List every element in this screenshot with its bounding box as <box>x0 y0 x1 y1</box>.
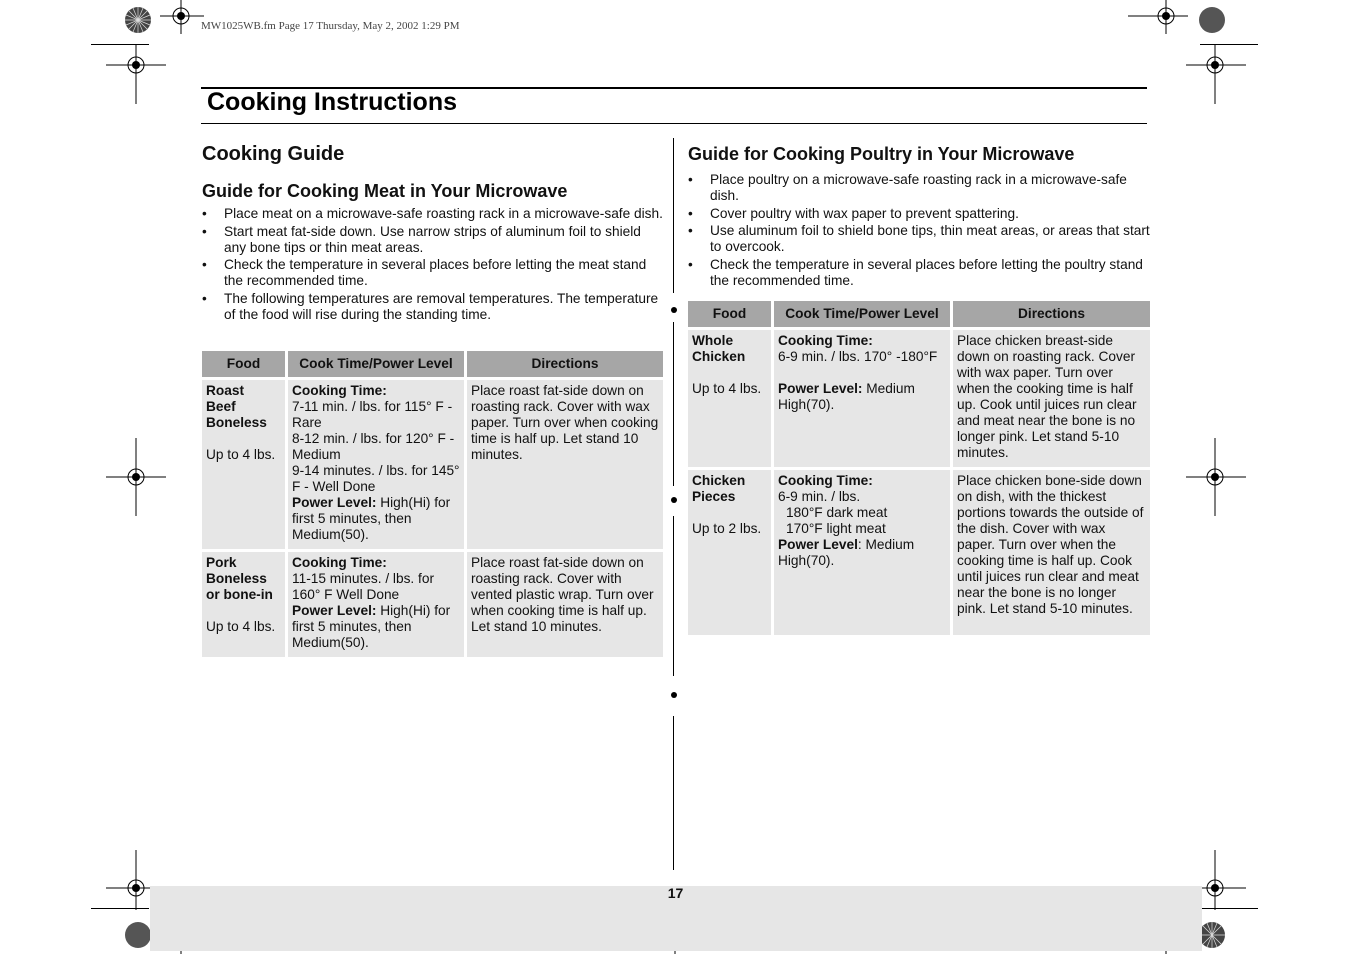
table-row <box>688 470 1150 635</box>
crosshair-mark-left-middle <box>106 438 166 521</box>
cook-time-line: 7-11 min. / lbs. for 115° F - Rare <box>292 399 453 430</box>
page-title: Cooking Instructions <box>207 88 457 116</box>
table-row <box>202 380 663 549</box>
power-level-value: High(Hi) for first 5 minutes, then Medium(50). <box>292 603 451 650</box>
column-header-food: Food <box>688 301 771 327</box>
crop-line <box>91 908 149 909</box>
meat-bullet-list <box>202 206 664 324</box>
bullet-item: • Start meat fat-side down. Use narrow strips of aluminum foil to shield any bone tips or thin meat areas. <box>202 224 664 256</box>
power-level-value: Medium High(70). <box>778 381 915 412</box>
cook-time-line: 170°F light meat <box>786 521 886 536</box>
food-size: Up to 4 lbs. <box>206 447 276 462</box>
crosshair-mark-top-left <box>160 0 204 39</box>
table-row <box>202 552 663 657</box>
power-level-label: Power Level: <box>778 381 863 396</box>
food-cell <box>688 330 771 467</box>
poultry-table <box>685 298 1153 638</box>
cook-time-label: Cooking Time: <box>292 383 387 398</box>
poultry-guide-heading: Guide for Cooking Poultry in Your Microwave <box>688 144 1075 164</box>
cook-time-label: Cooking Time: <box>778 473 873 488</box>
food-size: Up to 2 lbs. <box>692 521 762 536</box>
bullet-item: • The following temperatures are removal temperatures. The temperature of the food will rise during the standing time. <box>202 291 664 323</box>
crop-line <box>1200 44 1258 45</box>
poultry-bullet-list <box>688 172 1150 290</box>
divider-dot <box>671 307 677 313</box>
bullet-item: • Check the temperature in several places before letting the meat stand the recommended time. <box>202 257 664 289</box>
food-name: Roast <box>206 383 245 398</box>
file-header: MW1025WB.fm Page 17 Thursday, May 2, 2002 1:29 PM <box>201 20 460 32</box>
table-header-row <box>202 351 663 377</box>
divider-dot <box>671 497 677 503</box>
food-name: Beef <box>206 399 236 414</box>
directions-cell: Place chicken breast-side down on roasting rack. Cover with wax paper. Turn over when the cooking time is half up. Cook until juices run clear and meat near the bone is no longer pink. Let stand 5-10 minutes. <box>953 330 1150 467</box>
table-header-row <box>688 301 1150 327</box>
column-header-directions: Directions <box>953 301 1150 327</box>
food-size: Up to 4 lbs. <box>206 619 276 634</box>
table-row <box>688 330 1150 467</box>
cook-time-line: 8-12 min. / lbs. for 120° F - Medium <box>292 431 455 462</box>
food-name: Pieces <box>692 489 736 504</box>
crosshair-mark-right-middle <box>1186 438 1246 521</box>
food-cell <box>202 380 285 549</box>
column-header-cook-time: Cook Time/Power Level <box>774 301 950 327</box>
crosshair-mark-top-right <box>1128 0 1188 39</box>
bullet-item: • Place meat on a microwave-safe roasting rack in a microwave-safe dish. <box>202 206 664 222</box>
column-header-cook-time: Cook Time/Power Level <box>288 351 464 377</box>
column-divider <box>673 516 674 676</box>
bullet-item: • Cover poultry with wax paper to prevent spattering. <box>688 206 1150 222</box>
registration-mark-bottom-left-circle <box>124 921 152 954</box>
column-divider <box>673 322 674 486</box>
cook-time-line: 6-9 min. / lbs. <box>778 489 861 504</box>
crosshair-mark-right-upper <box>1186 44 1246 109</box>
column-header-food: Food <box>202 351 285 377</box>
cook-time-label: Cooking Time: <box>778 333 873 348</box>
power-level-label: Power Level <box>778 537 858 552</box>
cook-time-cell <box>288 380 464 549</box>
cook-time-line: 180°F dark meat <box>786 505 888 520</box>
meat-guide-heading: Guide for Cooking Meat in Your Microwave <box>202 181 568 201</box>
title-rule-bottom <box>201 123 1147 124</box>
crop-line <box>1200 908 1258 909</box>
divider-dot <box>671 692 677 698</box>
power-level-value: High(Hi) for first 5 minutes, then Medium(50). <box>292 495 451 542</box>
food-name: Boneless <box>206 571 267 586</box>
food-name: Chicken <box>692 349 746 364</box>
column-divider <box>673 138 674 293</box>
registration-mark-bottom-right-circle <box>1198 921 1226 954</box>
directions-cell: Place chicken bone-side down on dish, with the thickest portions towards the outside of the dish. Cover with wax paper. Turn over when the cooking time is half up. Cook until juices run clear and meat near the bone is no longer pink. Let stand 5-10 minutes. <box>953 470 1150 635</box>
food-cell <box>688 470 771 635</box>
power-level-label: Power Level: <box>292 495 377 510</box>
directions-cell: Place roast fat-side down on roasting rack. Cover with wax paper. Turn over when cooking time is half up. Let stand 10 minutes. <box>467 380 663 549</box>
registration-mark-top-right-circle <box>1198 6 1226 39</box>
food-name: Pork <box>206 555 237 570</box>
power-level-label: Power Level: <box>292 603 377 618</box>
food-name: or bone-in <box>206 587 273 602</box>
cook-time-line: 9-14 minutes. / lbs. for 145° F - Well Done <box>292 463 460 494</box>
cook-time-cell <box>288 552 464 657</box>
registration-mark-top-left-circle <box>124 6 152 39</box>
cook-time-line: 6-9 min. / lbs. 170° -180°F <box>778 349 938 364</box>
crosshair-mark-left-upper <box>106 44 166 109</box>
food-cell <box>202 552 285 657</box>
column-divider <box>673 716 674 870</box>
cook-time-cell <box>774 470 950 635</box>
bullet-item: • Use aluminum foil to shield bone tips, thin meat areas, or areas that start to overcook. <box>688 223 1150 255</box>
bullet-item: • Check the temperature in several places before letting the poultry stand the recommended time. <box>688 257 1150 289</box>
cook-time-label: Cooking Time: <box>292 555 387 570</box>
crop-line <box>91 44 149 45</box>
cook-time-cell <box>774 330 950 467</box>
column-header-directions: Directions <box>467 351 663 377</box>
food-name: Boneless <box>206 415 267 430</box>
food-name: Chicken <box>692 473 746 488</box>
food-size: Up to 4 lbs. <box>692 381 762 396</box>
page-number: 17 <box>667 885 684 901</box>
bullet-item: • Place poultry on a microwave-safe roasting rack in a microwave-safe dish. <box>688 172 1150 204</box>
cook-time-line: 11-15 minutes. / lbs. for 160° F Well Done <box>292 571 435 602</box>
power-level-value: : Medium High(70). <box>778 537 915 568</box>
cooking-guide-heading: Cooking Guide <box>202 143 345 165</box>
directions-cell: Place roast fat-side down on roasting rack. Cover with vented plastic wrap. Turn over when cooking time is half up. Let stand 10 minutes. <box>467 552 663 657</box>
food-name: Whole <box>692 333 734 348</box>
meat-table <box>199 348 666 660</box>
